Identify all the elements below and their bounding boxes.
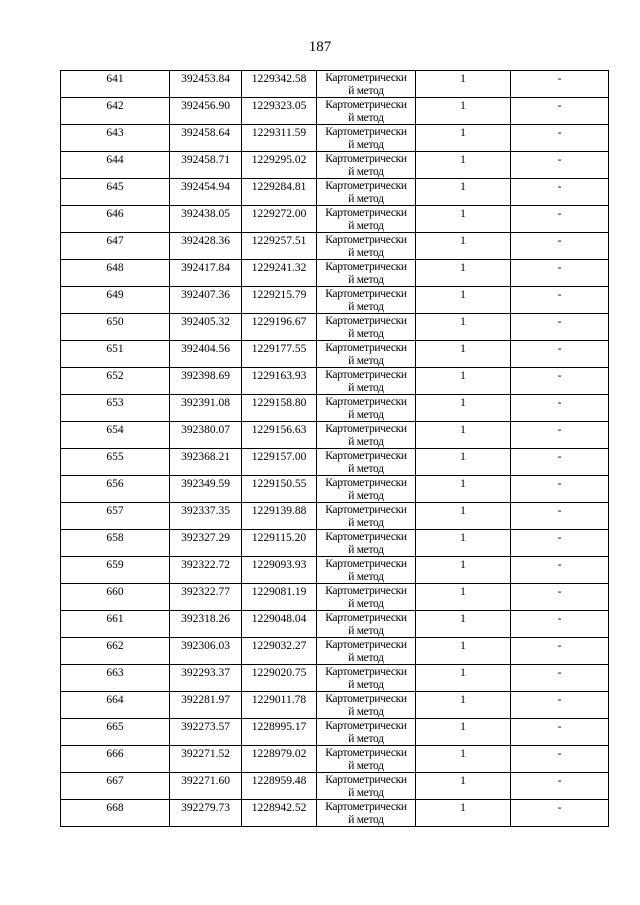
y-coordinate-cell: 1229241.32 bbox=[242, 260, 317, 287]
method-cell bbox=[317, 179, 416, 206]
accuracy-cell: 1 bbox=[416, 584, 511, 611]
method-line-1: Картометрически bbox=[325, 801, 407, 813]
point-number-cell: 655 bbox=[61, 449, 170, 476]
method-line-1: Картометрически bbox=[325, 423, 407, 435]
accuracy-cell: 1 bbox=[416, 260, 511, 287]
method-cell bbox=[317, 638, 416, 665]
x-coordinate-cell: 392453.84 bbox=[170, 71, 242, 98]
point-number-cell: 646 bbox=[61, 206, 170, 233]
description-cell: - bbox=[511, 503, 609, 530]
method-line-2: й метод bbox=[348, 570, 384, 583]
method-line-2: й метод bbox=[348, 165, 384, 178]
method-cell bbox=[317, 719, 416, 746]
point-number-cell: 649 bbox=[61, 287, 170, 314]
table-row bbox=[61, 746, 609, 773]
accuracy-cell: 1 bbox=[416, 692, 511, 719]
method-line-2: й метод bbox=[348, 786, 384, 799]
method-cell bbox=[317, 503, 416, 530]
x-coordinate-cell: 392405.32 bbox=[170, 314, 242, 341]
method-line-1: Картометрически bbox=[325, 450, 407, 462]
method-line-2: й метод bbox=[348, 300, 384, 313]
method-line-1: Картометрически bbox=[325, 531, 407, 543]
method-line-2: й метод bbox=[348, 732, 384, 745]
point-number-cell: 652 bbox=[61, 368, 170, 395]
x-coordinate-cell: 392404.56 bbox=[170, 341, 242, 368]
description-cell: - bbox=[511, 692, 609, 719]
table-row bbox=[61, 665, 609, 692]
accuracy-cell: 1 bbox=[416, 422, 511, 449]
y-coordinate-cell: 1228995.17 bbox=[242, 719, 317, 746]
x-coordinate-cell: 392273.57 bbox=[170, 719, 242, 746]
description-cell: - bbox=[511, 314, 609, 341]
description-cell: - bbox=[511, 449, 609, 476]
point-number-cell: 644 bbox=[61, 152, 170, 179]
method-line-2: й метод bbox=[348, 381, 384, 394]
method-line-2: й метод bbox=[348, 192, 384, 205]
point-number-cell: 666 bbox=[61, 746, 170, 773]
accuracy-cell: 1 bbox=[416, 665, 511, 692]
x-coordinate-cell: 392281.97 bbox=[170, 692, 242, 719]
table-row bbox=[61, 98, 609, 125]
table-row bbox=[61, 233, 609, 260]
method-line-2: й метод bbox=[348, 651, 384, 664]
description-cell: - bbox=[511, 98, 609, 125]
x-coordinate-cell: 392438.05 bbox=[170, 206, 242, 233]
y-coordinate-cell: 1228942.52 bbox=[242, 800, 317, 827]
table-row bbox=[61, 584, 609, 611]
method-line-1: Картометрически bbox=[325, 639, 407, 651]
description-cell: - bbox=[511, 179, 609, 206]
table-row bbox=[61, 557, 609, 584]
method-cell bbox=[317, 287, 416, 314]
description-cell: - bbox=[511, 341, 609, 368]
method-line-2: й метод bbox=[348, 327, 384, 340]
description-cell: - bbox=[511, 395, 609, 422]
point-number-cell: 642 bbox=[61, 98, 170, 125]
x-coordinate-cell: 392271.52 bbox=[170, 746, 242, 773]
description-cell: - bbox=[511, 260, 609, 287]
accuracy-cell: 1 bbox=[416, 638, 511, 665]
accuracy-cell: 1 bbox=[416, 746, 511, 773]
method-line-2: й метод bbox=[348, 759, 384, 772]
method-cell bbox=[317, 260, 416, 287]
point-number-cell: 667 bbox=[61, 773, 170, 800]
method-line-1: Картометрически bbox=[325, 747, 407, 759]
point-number-cell: 645 bbox=[61, 179, 170, 206]
method-cell bbox=[317, 692, 416, 719]
accuracy-cell: 1 bbox=[416, 557, 511, 584]
y-coordinate-cell: 1229093.93 bbox=[242, 557, 317, 584]
method-line-2: й метод bbox=[348, 705, 384, 718]
x-coordinate-cell: 392398.69 bbox=[170, 368, 242, 395]
x-coordinate-cell: 392407.36 bbox=[170, 287, 242, 314]
method-line-1: Картометрически bbox=[325, 261, 407, 273]
table-row bbox=[61, 449, 609, 476]
description-cell: - bbox=[511, 773, 609, 800]
method-line-1: Картометрически bbox=[325, 612, 407, 624]
point-number-cell: 651 bbox=[61, 341, 170, 368]
y-coordinate-cell: 1229284.81 bbox=[242, 179, 317, 206]
table-row bbox=[61, 503, 609, 530]
x-coordinate-cell: 392322.77 bbox=[170, 584, 242, 611]
description-cell: - bbox=[511, 368, 609, 395]
x-coordinate-cell: 392306.03 bbox=[170, 638, 242, 665]
method-cell bbox=[317, 422, 416, 449]
y-coordinate-cell: 1229020.75 bbox=[242, 665, 317, 692]
method-line-1: Картометрически bbox=[325, 774, 407, 786]
y-coordinate-cell: 1229163.93 bbox=[242, 368, 317, 395]
description-cell: - bbox=[511, 125, 609, 152]
accuracy-cell: 1 bbox=[416, 179, 511, 206]
table-row bbox=[61, 719, 609, 746]
table-row bbox=[61, 800, 609, 827]
description-cell: - bbox=[511, 665, 609, 692]
y-coordinate-cell: 1229032.27 bbox=[242, 638, 317, 665]
method-line-1: Картометрически bbox=[325, 180, 407, 192]
method-line-1: Картометрически bbox=[325, 666, 407, 678]
table-row bbox=[61, 260, 609, 287]
y-coordinate-cell: 1229311.59 bbox=[242, 125, 317, 152]
description-cell: - bbox=[511, 476, 609, 503]
description-cell: - bbox=[511, 719, 609, 746]
description-cell: - bbox=[511, 530, 609, 557]
accuracy-cell: 1 bbox=[416, 206, 511, 233]
method-line-2: й метод bbox=[348, 408, 384, 421]
x-coordinate-cell: 392456.90 bbox=[170, 98, 242, 125]
description-cell: - bbox=[511, 152, 609, 179]
method-cell bbox=[317, 314, 416, 341]
x-coordinate-cell: 392337.35 bbox=[170, 503, 242, 530]
y-coordinate-cell: 1229157.00 bbox=[242, 449, 317, 476]
description-cell: - bbox=[511, 611, 609, 638]
method-line-1: Картометрически bbox=[325, 342, 407, 354]
method-line-2: й метод bbox=[348, 84, 384, 97]
method-line-2: й метод bbox=[348, 462, 384, 475]
point-number-cell: 643 bbox=[61, 125, 170, 152]
method-line-1: Картометрически bbox=[325, 585, 407, 597]
method-line-2: й метод bbox=[348, 813, 384, 826]
accuracy-cell: 1 bbox=[416, 449, 511, 476]
table-row bbox=[61, 611, 609, 638]
point-number-cell: 647 bbox=[61, 233, 170, 260]
method-line-2: й метод bbox=[348, 246, 384, 259]
method-line-2: й метод bbox=[348, 354, 384, 367]
y-coordinate-cell: 1229081.19 bbox=[242, 584, 317, 611]
method-cell bbox=[317, 368, 416, 395]
method-line-2: й метод bbox=[348, 489, 384, 502]
method-line-1: Картометрически bbox=[325, 234, 407, 246]
method-line-2: й метод bbox=[348, 111, 384, 124]
y-coordinate-cell: 1229158.80 bbox=[242, 395, 317, 422]
x-coordinate-cell: 392327.29 bbox=[170, 530, 242, 557]
x-coordinate-cell: 392458.71 bbox=[170, 152, 242, 179]
x-coordinate-cell: 392279.73 bbox=[170, 800, 242, 827]
point-number-cell: 659 bbox=[61, 557, 170, 584]
method-line-1: Картометрически bbox=[325, 720, 407, 732]
method-cell bbox=[317, 476, 416, 503]
method-line-2: й метод bbox=[348, 273, 384, 286]
x-coordinate-cell: 392271.60 bbox=[170, 773, 242, 800]
method-line-2: й метод bbox=[348, 435, 384, 448]
x-coordinate-cell: 392322.72 bbox=[170, 557, 242, 584]
method-cell bbox=[317, 773, 416, 800]
accuracy-cell: 1 bbox=[416, 125, 511, 152]
y-coordinate-cell: 1229272.00 bbox=[242, 206, 317, 233]
table-row bbox=[61, 314, 609, 341]
accuracy-cell: 1 bbox=[416, 719, 511, 746]
x-coordinate-cell: 392454.94 bbox=[170, 179, 242, 206]
method-line-2: й метод bbox=[348, 678, 384, 691]
method-cell bbox=[317, 98, 416, 125]
table-row bbox=[61, 152, 609, 179]
y-coordinate-cell: 1229342.58 bbox=[242, 71, 317, 98]
x-coordinate-cell: 392428.36 bbox=[170, 233, 242, 260]
y-coordinate-cell: 1229115.20 bbox=[242, 530, 317, 557]
description-cell: - bbox=[511, 233, 609, 260]
method-line-1: Картометрически bbox=[325, 693, 407, 705]
y-coordinate-cell: 1229257.51 bbox=[242, 233, 317, 260]
point-number-cell: 654 bbox=[61, 422, 170, 449]
point-number-cell: 664 bbox=[61, 692, 170, 719]
method-cell bbox=[317, 125, 416, 152]
accuracy-cell: 1 bbox=[416, 233, 511, 260]
point-number-cell: 668 bbox=[61, 800, 170, 827]
y-coordinate-cell: 1229150.55 bbox=[242, 476, 317, 503]
coordinates-table-body bbox=[61, 71, 609, 827]
method-cell bbox=[317, 584, 416, 611]
method-cell bbox=[317, 233, 416, 260]
description-cell: - bbox=[511, 422, 609, 449]
y-coordinate-cell: 1228959.48 bbox=[242, 773, 317, 800]
table-row bbox=[61, 422, 609, 449]
y-coordinate-cell: 1228979.02 bbox=[242, 746, 317, 773]
table-row bbox=[61, 530, 609, 557]
method-cell bbox=[317, 557, 416, 584]
method-line-1: Картометрически bbox=[325, 477, 407, 489]
description-cell: - bbox=[511, 800, 609, 827]
y-coordinate-cell: 1229156.63 bbox=[242, 422, 317, 449]
accuracy-cell: 1 bbox=[416, 98, 511, 125]
x-coordinate-cell: 392458.64 bbox=[170, 125, 242, 152]
method-line-1: Картометрически bbox=[325, 315, 407, 327]
method-cell bbox=[317, 71, 416, 98]
point-number-cell: 653 bbox=[61, 395, 170, 422]
method-cell bbox=[317, 530, 416, 557]
accuracy-cell: 1 bbox=[416, 476, 511, 503]
method-line-2: й метод bbox=[348, 516, 384, 529]
point-number-cell: 663 bbox=[61, 665, 170, 692]
x-coordinate-cell: 392391.08 bbox=[170, 395, 242, 422]
accuracy-cell: 1 bbox=[416, 530, 511, 557]
x-coordinate-cell: 392417.84 bbox=[170, 260, 242, 287]
description-cell: - bbox=[511, 638, 609, 665]
accuracy-cell: 1 bbox=[416, 503, 511, 530]
method-cell bbox=[317, 800, 416, 827]
method-line-1: Картометрически bbox=[325, 126, 407, 138]
method-line-2: й метод bbox=[348, 597, 384, 610]
description-cell: - bbox=[511, 71, 609, 98]
method-line-1: Картометрически bbox=[325, 153, 407, 165]
point-number-cell: 658 bbox=[61, 530, 170, 557]
description-cell: - bbox=[511, 287, 609, 314]
description-cell: - bbox=[511, 206, 609, 233]
accuracy-cell: 1 bbox=[416, 287, 511, 314]
accuracy-cell: 1 bbox=[416, 395, 511, 422]
accuracy-cell: 1 bbox=[416, 341, 511, 368]
point-number-cell: 641 bbox=[61, 71, 170, 98]
method-cell bbox=[317, 611, 416, 638]
method-line-1: Картометрически bbox=[325, 288, 407, 300]
accuracy-cell: 1 bbox=[416, 71, 511, 98]
method-line-1: Картометрически bbox=[325, 369, 407, 381]
description-cell: - bbox=[511, 557, 609, 584]
method-line-2: й метод bbox=[348, 624, 384, 637]
accuracy-cell: 1 bbox=[416, 611, 511, 638]
point-number-cell: 665 bbox=[61, 719, 170, 746]
point-number-cell: 656 bbox=[61, 476, 170, 503]
table-row bbox=[61, 206, 609, 233]
method-line-2: й метод bbox=[348, 219, 384, 232]
x-coordinate-cell: 392293.37 bbox=[170, 665, 242, 692]
page-number: 187 bbox=[308, 39, 332, 55]
method-line-2: й метод bbox=[348, 138, 384, 151]
y-coordinate-cell: 1229139.88 bbox=[242, 503, 317, 530]
method-line-1: Картометрически bbox=[325, 504, 407, 516]
coordinates-table bbox=[60, 70, 609, 827]
table-row bbox=[61, 179, 609, 206]
table-row bbox=[61, 71, 609, 98]
method-cell bbox=[317, 665, 416, 692]
point-number-cell: 661 bbox=[61, 611, 170, 638]
x-coordinate-cell: 392318.26 bbox=[170, 611, 242, 638]
method-line-1: Картометрически bbox=[325, 99, 407, 111]
x-coordinate-cell: 392368.21 bbox=[170, 449, 242, 476]
method-line-2: й метод bbox=[348, 543, 384, 556]
y-coordinate-cell: 1229011.78 bbox=[242, 692, 317, 719]
point-number-cell: 650 bbox=[61, 314, 170, 341]
accuracy-cell: 1 bbox=[416, 368, 511, 395]
point-number-cell: 657 bbox=[61, 503, 170, 530]
method-cell bbox=[317, 746, 416, 773]
point-number-cell: 648 bbox=[61, 260, 170, 287]
table-row bbox=[61, 692, 609, 719]
method-cell bbox=[317, 449, 416, 476]
table-row bbox=[61, 476, 609, 503]
method-line-1: Картометрически bbox=[325, 396, 407, 408]
method-cell bbox=[317, 341, 416, 368]
y-coordinate-cell: 1229177.55 bbox=[242, 341, 317, 368]
y-coordinate-cell: 1229295.02 bbox=[242, 152, 317, 179]
method-cell bbox=[317, 152, 416, 179]
accuracy-cell: 1 bbox=[416, 773, 511, 800]
point-number-cell: 662 bbox=[61, 638, 170, 665]
table-row bbox=[61, 287, 609, 314]
method-line-1: Картометрически bbox=[325, 207, 407, 219]
y-coordinate-cell: 1229323.05 bbox=[242, 98, 317, 125]
method-line-1: Картометрически bbox=[325, 558, 407, 570]
table-row bbox=[61, 125, 609, 152]
method-line-1: Картометрически bbox=[325, 72, 407, 84]
x-coordinate-cell: 392349.59 bbox=[170, 476, 242, 503]
x-coordinate-cell: 392380.07 bbox=[170, 422, 242, 449]
method-cell bbox=[317, 395, 416, 422]
table-row bbox=[61, 395, 609, 422]
accuracy-cell: 1 bbox=[416, 152, 511, 179]
table-row bbox=[61, 368, 609, 395]
accuracy-cell: 1 bbox=[416, 800, 511, 827]
y-coordinate-cell: 1229196.67 bbox=[242, 314, 317, 341]
description-cell: - bbox=[511, 746, 609, 773]
y-coordinate-cell: 1229215.79 bbox=[242, 287, 317, 314]
point-number-cell: 660 bbox=[61, 584, 170, 611]
method-cell bbox=[317, 206, 416, 233]
table-row bbox=[61, 341, 609, 368]
accuracy-cell: 1 bbox=[416, 314, 511, 341]
table-row bbox=[61, 638, 609, 665]
description-cell: - bbox=[511, 584, 609, 611]
table-row bbox=[61, 773, 609, 800]
y-coordinate-cell: 1229048.04 bbox=[242, 611, 317, 638]
